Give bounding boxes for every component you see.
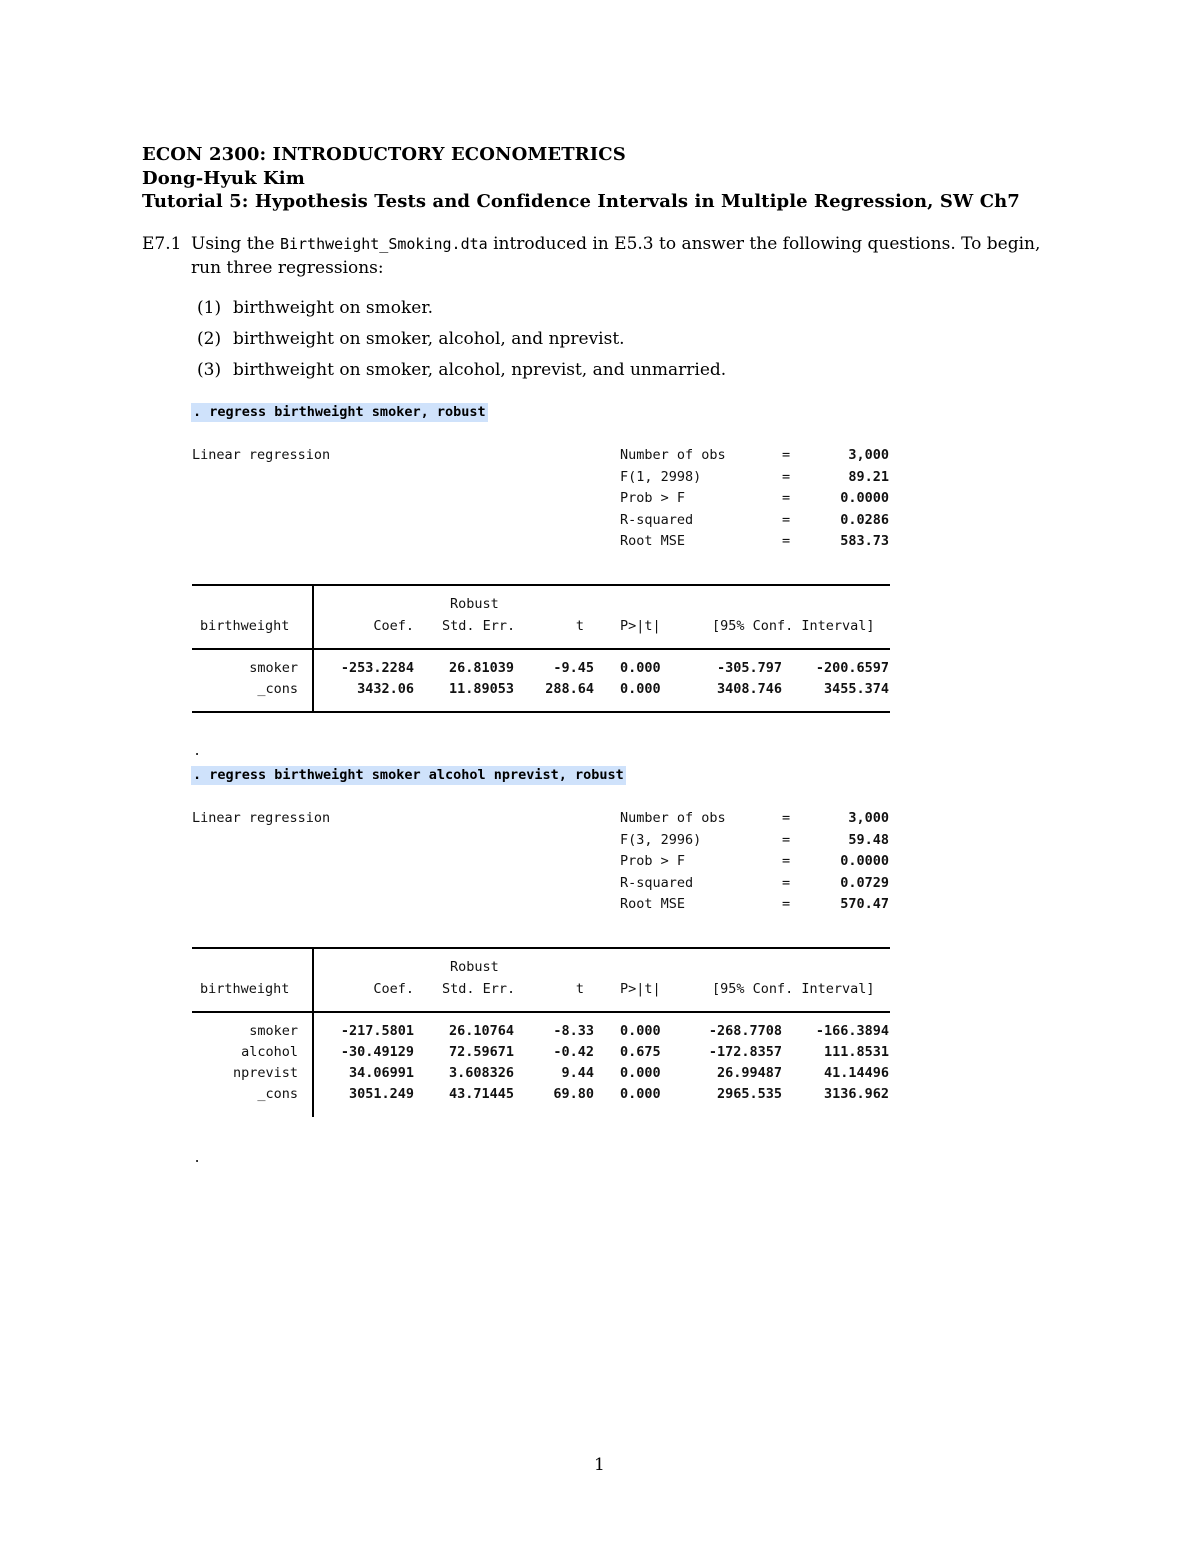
stat-label: Root MSE <box>620 533 686 549</box>
row-ci-low: 3408.746 <box>716 681 782 697</box>
table-rule-vertical <box>312 947 314 1117</box>
row-se: 72.59671 <box>448 1044 514 1060</box>
stat-equals: = <box>782 896 791 912</box>
stat-value: 0.0000 <box>840 853 889 869</box>
row-t: -0.42 <box>553 1044 594 1060</box>
row-ci-high: 111.8531 <box>823 1044 889 1060</box>
header-ci: [95% Conf. Interval] <box>712 981 875 997</box>
row-se: 26.81039 <box>448 660 514 676</box>
exercise-text-before: Using the <box>191 234 280 254</box>
page-number: 1 <box>594 1455 605 1475</box>
row-var: smoker <box>249 660 298 676</box>
header-ci: [95% Conf. Interval] <box>712 618 875 634</box>
trailing-dot: . <box>193 1150 202 1166</box>
table-rule-top <box>192 947 890 949</box>
header-depvar: birthweight <box>200 618 290 634</box>
reg2-stat-nobs <box>620 810 890 832</box>
row-p: 0.000 <box>620 660 661 676</box>
row-var: _cons <box>257 681 298 697</box>
list-item-text-2: birthweight on smoker, alcohol, and nprevist. <box>233 329 625 349</box>
stat-equals: = <box>782 874 791 891</box>
stat-label: R-squared <box>620 874 694 891</box>
row-t: 288.64 <box>545 681 594 697</box>
header-robust: Robust <box>450 596 499 612</box>
exercise-number: E7.1 <box>142 234 182 254</box>
list-item-num-3: (3) <box>197 360 222 380</box>
course-title: ECON 2300: INTRODUCTORY ECONOMETRICS <box>142 144 626 165</box>
stat-label: Prob > F <box>620 853 686 869</box>
row-coef: 34.06991 <box>348 1065 414 1081</box>
row-ci-high: 3136.962 <box>823 1086 889 1102</box>
reg2-stats <box>620 810 890 918</box>
stat-label: Number of obs <box>620 810 726 826</box>
reg2-title: Linear regression <box>192 810 331 826</box>
reg2-coef-table <box>192 947 890 1119</box>
stat-value: 59.48 <box>848 831 889 848</box>
header-p: P>|t| <box>620 618 661 634</box>
stat-value: 3,000 <box>848 447 889 463</box>
stat-equals: = <box>782 810 791 826</box>
row-se: 26.10764 <box>448 1023 514 1039</box>
row-var: alcohol <box>241 1044 298 1060</box>
row-t: -8.33 <box>553 1023 594 1039</box>
stat-label: Root MSE <box>620 896 686 912</box>
header-stderr: Std. Err. <box>442 981 516 997</box>
reg1-stats <box>620 447 890 555</box>
row-ci-high: -200.6597 <box>815 660 889 676</box>
row-p: 0.000 <box>620 1023 661 1039</box>
stat-equals: = <box>782 490 791 506</box>
row-var: smoker <box>249 1023 298 1039</box>
header-t: t <box>575 981 584 997</box>
reg2-stat-r2 <box>620 875 890 897</box>
stat-label: Prob > F <box>620 490 686 506</box>
table-rule-mid <box>192 1011 890 1013</box>
table-rule-top <box>192 584 890 586</box>
stat-value: 583.73 <box>840 533 889 549</box>
list-item-text-1: birthweight on smoker. <box>233 298 434 318</box>
header-depvar: birthweight <box>200 981 290 997</box>
exercise-line-2: run three regressions: <box>191 258 384 278</box>
separator-dot: . <box>193 743 202 759</box>
row-se: 3.608326 <box>448 1065 514 1081</box>
row-t: -9.45 <box>553 660 594 676</box>
reg1-stat-r2 <box>620 512 890 534</box>
stat-value: 0.0286 <box>840 511 889 528</box>
row-t: 9.44 <box>561 1065 594 1081</box>
row-var: _cons <box>257 1086 298 1102</box>
stat-equals: = <box>782 853 791 869</box>
row-coef: -217.5801 <box>340 1023 414 1039</box>
row-t: 69.80 <box>553 1086 594 1102</box>
row-coef: 3051.249 <box>348 1086 414 1102</box>
row-ci-high: 41.14496 <box>823 1065 889 1081</box>
row-p: 0.000 <box>620 1065 661 1081</box>
row-se: 43.71445 <box>448 1086 514 1102</box>
header-coef: Coef. <box>373 981 414 997</box>
row-se: 11.89053 <box>448 681 514 697</box>
stat-value: 89.21 <box>848 468 889 485</box>
row-ci-low: -305.797 <box>716 660 782 676</box>
row-p: 0.000 <box>620 1086 661 1102</box>
row-ci-low: -268.7708 <box>708 1023 782 1039</box>
stat-equals: = <box>782 533 791 549</box>
stat-value: 0.0000 <box>840 490 889 506</box>
row-coef: 3432.06 <box>357 681 414 697</box>
reg1-title: Linear regression <box>192 447 331 463</box>
reg2-stat-f <box>620 832 890 854</box>
table-rule-mid <box>192 648 890 650</box>
stat-value: 3,000 <box>848 810 889 826</box>
row-coef: -30.49129 <box>340 1044 414 1060</box>
stat-label: Number of obs <box>620 447 726 463</box>
stat-value: 0.0729 <box>840 874 889 891</box>
row-p: 0.675 <box>620 1044 661 1060</box>
exercise-text-after: introduced in E5.3 to answer the following questions. To begin, <box>487 234 1041 254</box>
reg2-stat-probf <box>620 853 890 875</box>
row-ci-low: 26.99487 <box>716 1065 782 1081</box>
reg1-stat-nobs <box>620 447 890 469</box>
author-name: Dong-Hyuk Kim <box>142 168 305 189</box>
list-item-num-2: (2) <box>197 329 222 349</box>
header-p: P>|t| <box>620 981 661 997</box>
row-p: 0.000 <box>620 681 661 697</box>
row-coef: -253.2284 <box>340 660 414 676</box>
list-item-num-1: (1) <box>197 298 222 318</box>
stat-label: F(1, 2998) <box>620 468 702 485</box>
reg1-stat-rmse <box>620 533 890 555</box>
table-rule-bottom <box>192 711 890 713</box>
stat-equals: = <box>782 447 791 463</box>
reg1-command: . regress birthweight smoker, robust <box>193 404 486 420</box>
header-robust: Robust <box>450 959 499 975</box>
stat-label: F(3, 2996) <box>620 831 702 848</box>
row-ci-low: -172.8357 <box>708 1044 782 1060</box>
stat-label: R-squared <box>620 511 694 528</box>
reg2-stat-rmse <box>620 896 890 918</box>
header-coef: Coef. <box>373 618 414 634</box>
stat-equals: = <box>782 511 791 528</box>
stat-equals: = <box>782 831 791 848</box>
row-ci-high: -166.3894 <box>815 1023 889 1039</box>
reg1-stat-probf <box>620 490 890 512</box>
dataset-name: Birthweight_Smoking.dta <box>279 235 488 253</box>
stat-equals: = <box>782 468 791 485</box>
tutorial-title: Tutorial 5: Hypothesis Tests and Confidence Intervals in Multiple Regression, SW Ch7 <box>142 191 1020 212</box>
row-ci-high: 3455.374 <box>823 681 889 697</box>
reg1-stat-f <box>620 469 890 491</box>
header-t: t <box>575 618 584 634</box>
reg2-command: . regress birthweight smoker alcohol nprevist, robust <box>193 767 624 783</box>
reg1-coef-table <box>192 584 890 714</box>
stat-value: 570.47 <box>840 896 889 912</box>
row-ci-low: 2965.535 <box>716 1086 782 1102</box>
exercise-line-1 <box>191 234 1040 254</box>
header-stderr: Std. Err. <box>442 618 516 634</box>
row-var: nprevist <box>232 1065 298 1081</box>
list-item-text-3: birthweight on smoker, alcohol, nprevist, and unmarried. <box>233 360 727 380</box>
